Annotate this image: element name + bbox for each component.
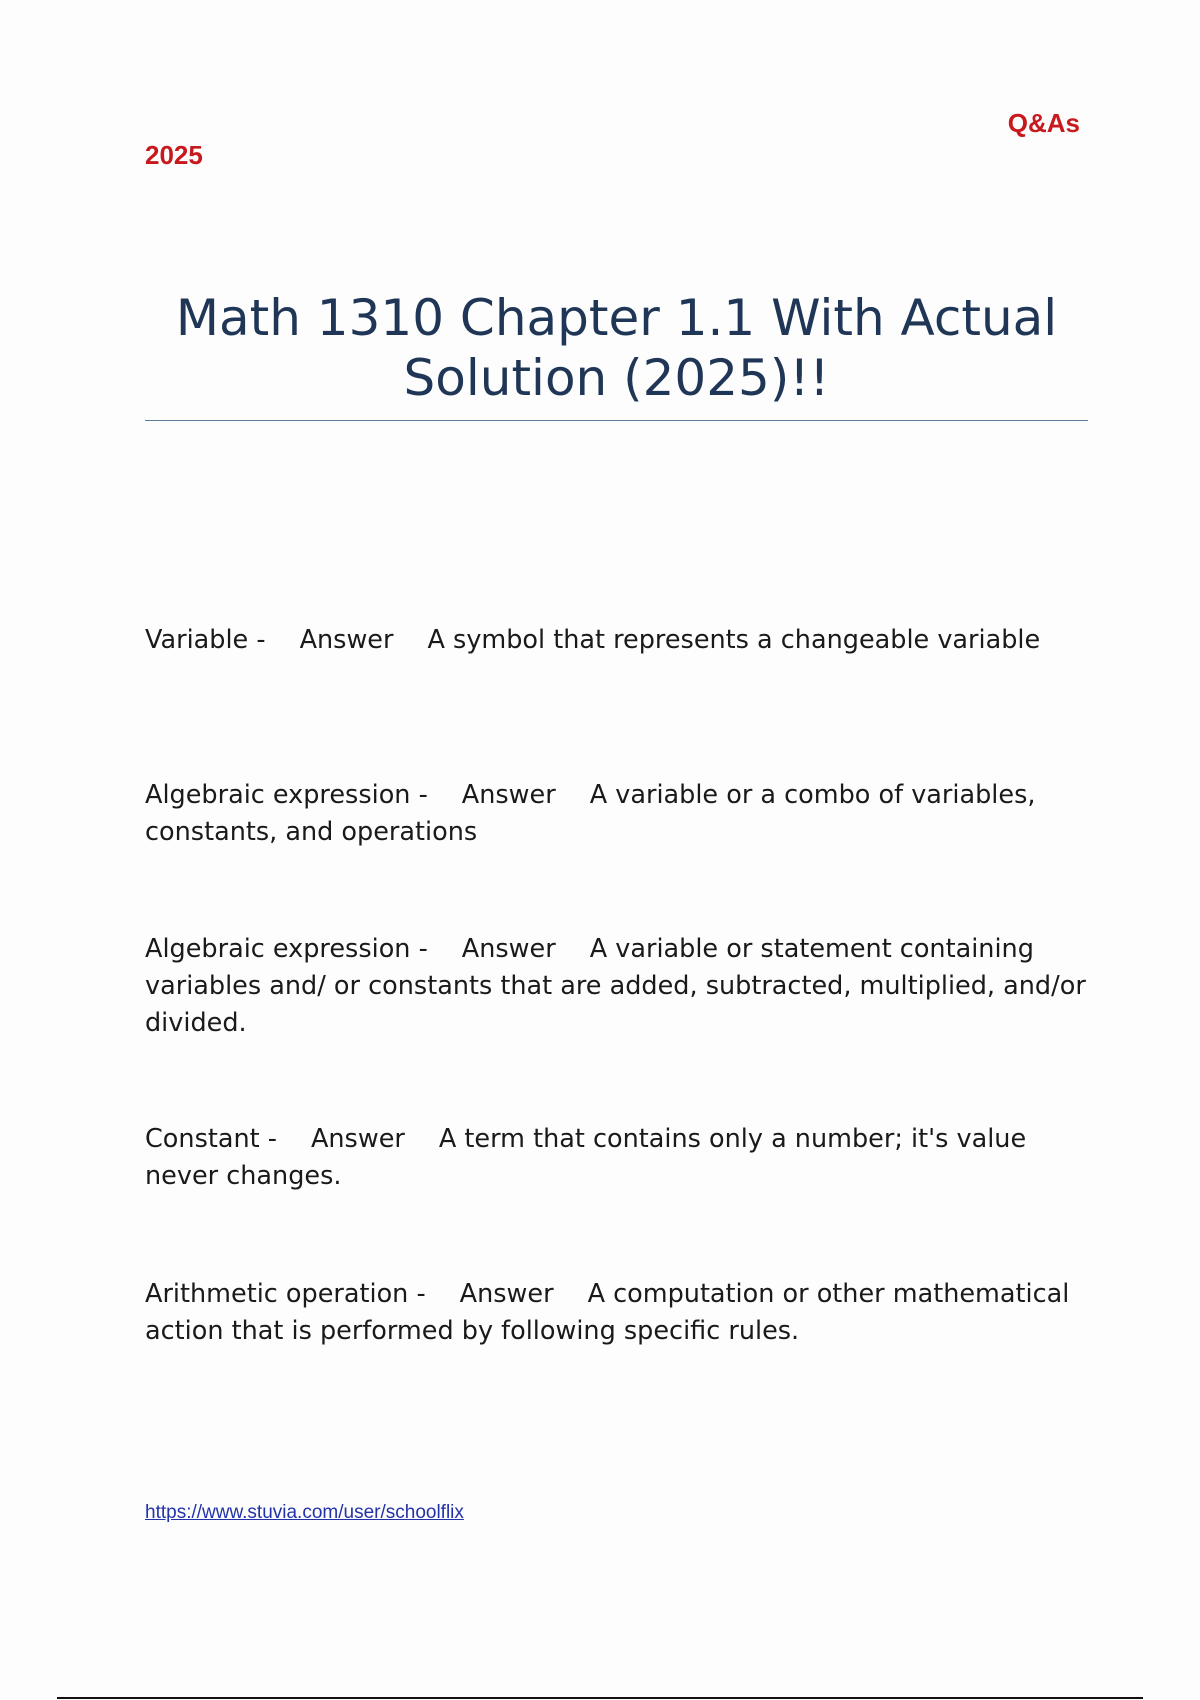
term: Constant - — [145, 1124, 277, 1154]
title-divider — [145, 420, 1088, 421]
definition: A variable or statement containing variables and/ or constants that are added, subtracted, multiplied, and/or divided. — [145, 934, 1086, 1038]
qa-entry — [145, 931, 1095, 1042]
qa-label: Q&As — [1007, 108, 1080, 138]
answer-label: Answer — [310, 1124, 405, 1154]
term: Algebraic expression - — [145, 934, 428, 964]
profile-link[interactable]: https://www.stuvia.com/user/schoolflix — [145, 1502, 464, 1523]
term: Algebraic expression - — [145, 780, 428, 810]
definition: A variable or a combo of variables, constants, and operations — [145, 780, 1036, 847]
qa-entry — [145, 1121, 1095, 1195]
definition: A computation or other mathematical action that is performed by following specific rules. — [145, 1279, 1070, 1346]
term: Variable - — [145, 625, 266, 655]
definition: A symbol that represents a changeable variable — [427, 625, 1041, 655]
answer-label: Answer — [461, 934, 556, 964]
definition: A term that contains only a number; it's value never changes. — [145, 1124, 1027, 1191]
answer-label: Answer — [299, 625, 394, 655]
qa-entry — [145, 1276, 1095, 1350]
answer-label: Answer — [459, 1279, 554, 1309]
year-label: 2025 — [145, 140, 203, 170]
document-title: Math 1310 Chapter 1.1 With Actual Solution (2025)!! — [175, 289, 1058, 407]
qa-entry — [145, 622, 1095, 659]
term: Arithmetic operation - — [145, 1279, 426, 1309]
answer-label: Answer — [461, 780, 556, 810]
page-bottom-divider — [57, 1697, 1143, 1699]
qa-entry — [145, 777, 1095, 851]
